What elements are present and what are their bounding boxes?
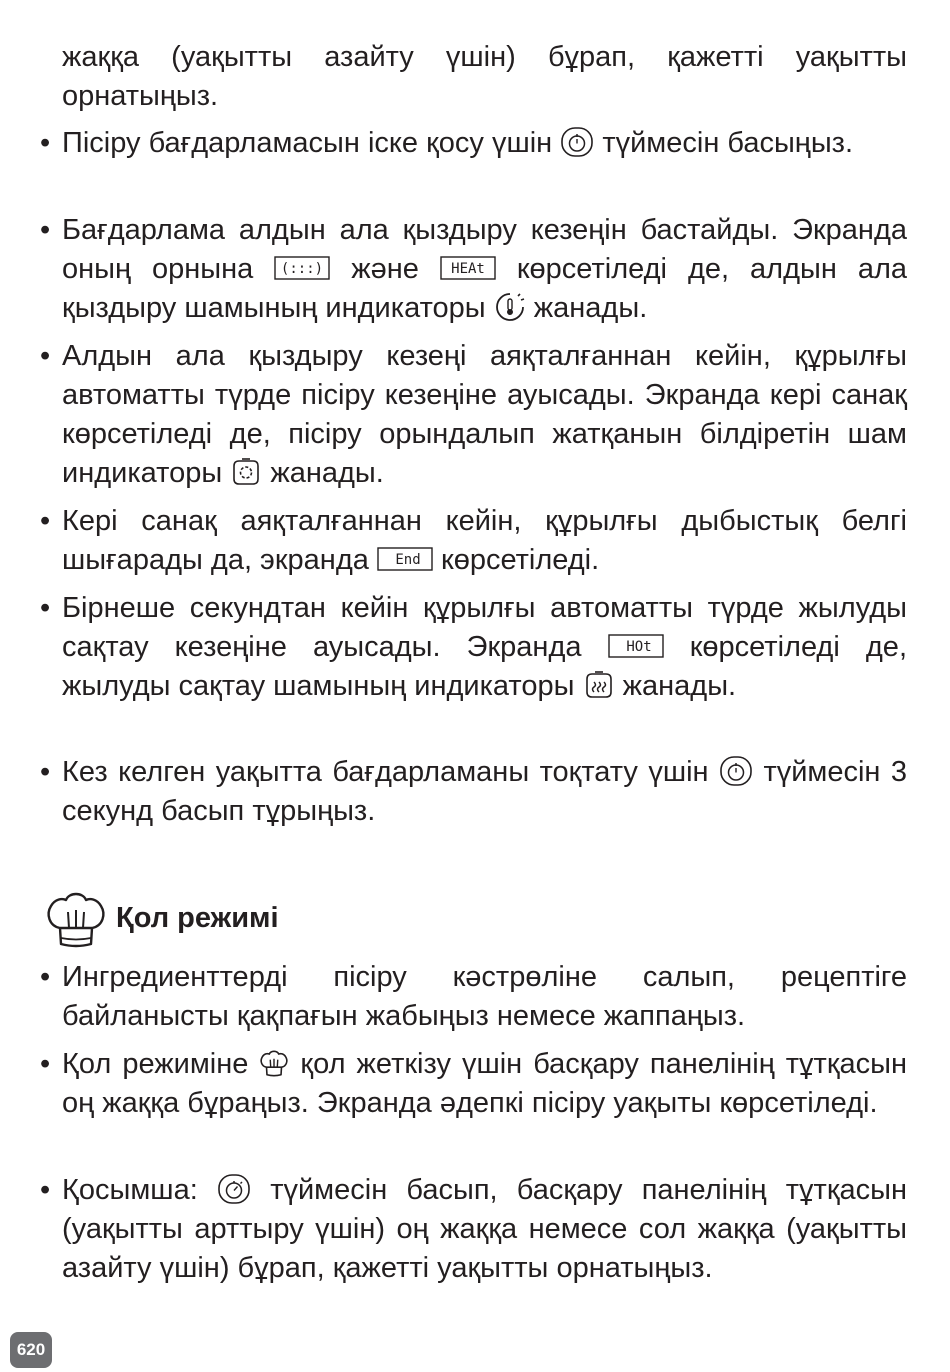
start-button-icon bbox=[719, 755, 753, 787]
list-item bbox=[40, 337, 907, 493]
intro-paragraph: жаққа (уақытты азайту үшін) бұрап, қажетті уақытты орнатыңыз. bbox=[62, 41, 907, 112]
list-item bbox=[40, 1045, 907, 1123]
bullet-mark: • bbox=[40, 1048, 51, 1080]
bullet-mark: • bbox=[40, 756, 51, 788]
svg-text:HEAt: HEAt bbox=[451, 261, 485, 278]
list-item bbox=[40, 502, 907, 580]
step-text: Пісіру бағдарламасын іске қосу үшін bbox=[62, 127, 553, 159]
step-text: көрсетіледі. bbox=[441, 544, 600, 576]
list-item bbox=[40, 958, 907, 1036]
step-text: көрсетіледі де, жылуды сақтау шамының индикаторы bbox=[62, 631, 907, 702]
list-item bbox=[40, 753, 907, 831]
chef-hat-icon bbox=[44, 888, 108, 955]
step-text: және bbox=[351, 253, 419, 285]
step-text: Кез келген уақытта бағдарламаны тоқтату үшін bbox=[62, 756, 709, 788]
step-text: көрсетіледі де, алдын ала қыздыру шамының индикаторы bbox=[62, 253, 908, 324]
step-text: жанады. bbox=[622, 670, 737, 702]
step-text: түймесін басыңыз. bbox=[602, 127, 854, 159]
step-text: Бірнеше секундтан кейін құрылғы автоматты түрде жылуды сақтау кезеңіне ауысады. Экранда bbox=[62, 592, 907, 663]
bullet-mark: • bbox=[40, 127, 51, 159]
step-text: Кері санақ аяқталғаннан кейін, құрылғы дыбыстық белгі шығарады да, экранда bbox=[62, 505, 907, 576]
chef-hat-icon bbox=[259, 1048, 289, 1078]
list-item bbox=[40, 211, 908, 328]
display-hot-icon bbox=[608, 634, 664, 658]
bullet-mark: • bbox=[40, 1174, 51, 1206]
svg-text:HOt: HOt bbox=[625, 639, 652, 656]
step-text: жанады. bbox=[533, 292, 648, 324]
step-text: қол жеткізу үшін басқару панелінің тұтқасын оң жаққа бұраңыз. Экранда әдепкі пісіру уақыты көрсетіледі. bbox=[62, 1048, 907, 1119]
cooking-pot-icon bbox=[230, 457, 262, 487]
preheat-thermometer-icon bbox=[494, 291, 526, 323]
bullet-mark: • bbox=[40, 340, 51, 372]
step-text: Қол режиміне bbox=[62, 1048, 249, 1080]
page-number: 620 bbox=[10, 1332, 52, 1368]
display-end-icon bbox=[377, 547, 433, 571]
step-text: Алдын ала қыздыру кезеңі аяқталғаннан кейін, құрылғы автоматты түрде пісіру кезеңіне ауысады. Экранда кері санақ көрсетіледі де, пісіру орындалып жатқанын білдіретін шам индикаторы bbox=[62, 340, 907, 489]
display-dashes-icon bbox=[274, 256, 330, 280]
list-item bbox=[40, 589, 907, 706]
step-text: түймесін 3 секунд басып тұрыңыз. bbox=[62, 756, 907, 827]
svg-text:(:::): (:::) bbox=[281, 261, 324, 278]
bullet-mark: • bbox=[40, 505, 51, 537]
svg-text:End: End bbox=[395, 552, 421, 569]
bullet-mark: • bbox=[40, 961, 51, 993]
display-heat-icon bbox=[440, 256, 496, 280]
step-text: түймесін басып, басқару панелінің тұтқасын (уақытты арттыру үшін) оң жаққа немесе сол жаққа (уақытты азайту үшін) бұрап, қажетті уақытты орнатыңыз. bbox=[62, 1174, 907, 1284]
timer-icon bbox=[217, 1173, 251, 1205]
section-title: Қол режимі bbox=[116, 902, 279, 934]
step-text: Қосымша: bbox=[62, 1174, 198, 1206]
list-item bbox=[40, 124, 907, 163]
step-text: Ингредиенттерді пісіру кәстрөліне салып, рецептіге байланысты қақпағын жабыңыз немесе жаппаңыз. bbox=[62, 961, 907, 1032]
step-text: Бағдарлама алдын ала қыздыру кезеңін бастайды. Экранда оның орнына bbox=[62, 214, 907, 285]
bullet-mark: • bbox=[40, 214, 51, 246]
list-item bbox=[40, 1171, 907, 1288]
keep-warm-icon bbox=[583, 670, 615, 700]
start-button-icon bbox=[560, 126, 594, 158]
bullet-mark: • bbox=[40, 592, 51, 624]
step-text: жанады. bbox=[270, 457, 384, 489]
